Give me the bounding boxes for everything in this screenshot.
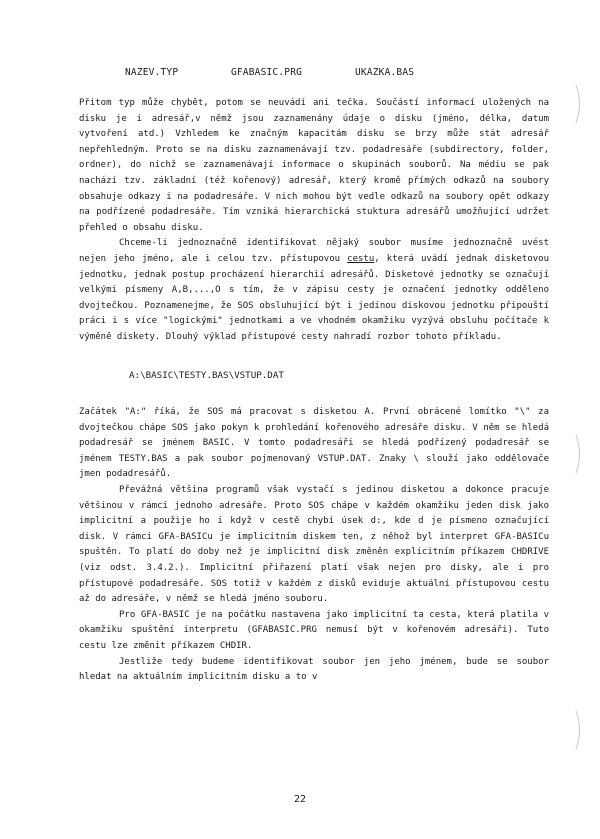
header-example-file: UKAZKA.BAS <box>355 67 415 78</box>
paragraph-implicit-path: Pro GFA-BASIC je na počátku nastavena jako implicitní ta cesta, která platila v okamžiku spuštění interpretu (GFABASIC.PRG nemusí být v kořenovém adresáři). Tuto cestu lze změnit příkazem CHDIR. <box>79 609 549 651</box>
example-path: A:\BASIC\TESTY.BAS\VSTUP.DAT <box>129 369 284 381</box>
header-name-type: NAZEV.TYP <box>125 67 179 78</box>
filename-format-header <box>0 67 600 81</box>
binder-hole-mark <box>574 710 584 750</box>
paragraph-path-explanation: Začátek "A:" říká, že SOS má pracovat s disketou A. První obrácené lomítko "\" za dvojtečkou chápe SOS jako pokyn k prohledání kořenového adresáře disku. V něm se hledá podadresář se jménem BASIC. V tomto podadresáři se hledá podřízený podadresář se jménem TESTY.BAS a pak soubor pojmenovaný VSTUP.DAT. Znaky \ slouží jako oddělovače jmen podadresářů. <box>79 407 549 480</box>
binder-hole-mark <box>574 434 584 474</box>
header-interpreter-file: GFABASIC.PRG <box>231 67 303 78</box>
paragraph-access-path-end: , která uvádí jednak disketovou jednotku, jednak postup procházení hierarchií adresářů. Disketové jednotky se označují velkými písmeny A,B,...,O s tím, že v zápisu cesty je označení jednotky odděleno dvojtečkou. Poznamenejme, že SOS obsluhující být i jedinou diskovou jednotku připouští práci i s více "logickými" jednotkami a ve vhodném okamžiku vyzývá obsluhu počítače k výměně diskety. Dlouhý výklad přístupové cesty nahradí rozbor tohoto příkladu. <box>79 253 549 342</box>
paragraph-file-search: Jestliže tedy budeme identifikovat soubor jen jeho jménem, bude se soubor hledat na aktuálním implicitním disku a to v <box>79 656 549 683</box>
paragraph-implicit-disk: Převážná většina programů však vystačí s jedinou disketou a dokonce pracuje většinou v rámci jednoho adresáře. Proto SOS chápe v každém okamžiku jeden disk jako implicitní a použije ho i když v cestě chybí úsek d:, kde d je písmeno označující disk. V rámci GFA-BASICu je implicitním diskem ten, z něhož byl interpret GFA-BASICu spuštěn. To platí do doby než je implicitní disk změněn explicitním příkazem CHDRIVE (viz odst. 3.4.2.). Implicitní přiřazení platí však nejen pro disky, ale i pro přístupové podadresáře. SOS totiž v každém z disků eviduje aktuální přístupovou cestu až do adresáře, v němž se hledá jméno souboru. <box>79 485 549 605</box>
paragraph-directories: Přitom typ může chybět, potom se neuvádí ani tečka. Součástí informací uložených na disku je i adresář,v němž jsou zaznamenány údaje o disku (jméno, délka, datum vytvoření atd.) Vzhledem ke značným kapacitám disku se brzy může stát adresář nepřehledným. Proto se na disku zaznamenávají tzv. podadresáře (subdirectory, folder, ordner), do nichž se zaznamenávají informace o skupinách souborů. Na médiu se pak nachází tzv. základní (též kořenový) adresář, který kromě přímých odkazů na soubory obsahuje odkazy i na podadresáře. V nich mohou být vedle odkazů na soubory opět odkazy na podřízené podadresáře. Tím vzniká hierarchická stuktura adresářů umožňující udržet přehled o obsahu disku. <box>79 98 549 233</box>
body-text <box>79 96 549 686</box>
page-number: 22 <box>293 794 307 805</box>
underlined-term-cestu: cestu <box>347 253 375 264</box>
binder-hole-mark <box>574 84 584 124</box>
paragraph-access-path <box>79 236 549 345</box>
paragraph-access-path-start: Chceme-li jednoznačně identifikovat nějaký soubor musíme jednoznačně uvést nejen jeho jméno, ale i celou tzv. přístupovou <box>79 238 549 264</box>
